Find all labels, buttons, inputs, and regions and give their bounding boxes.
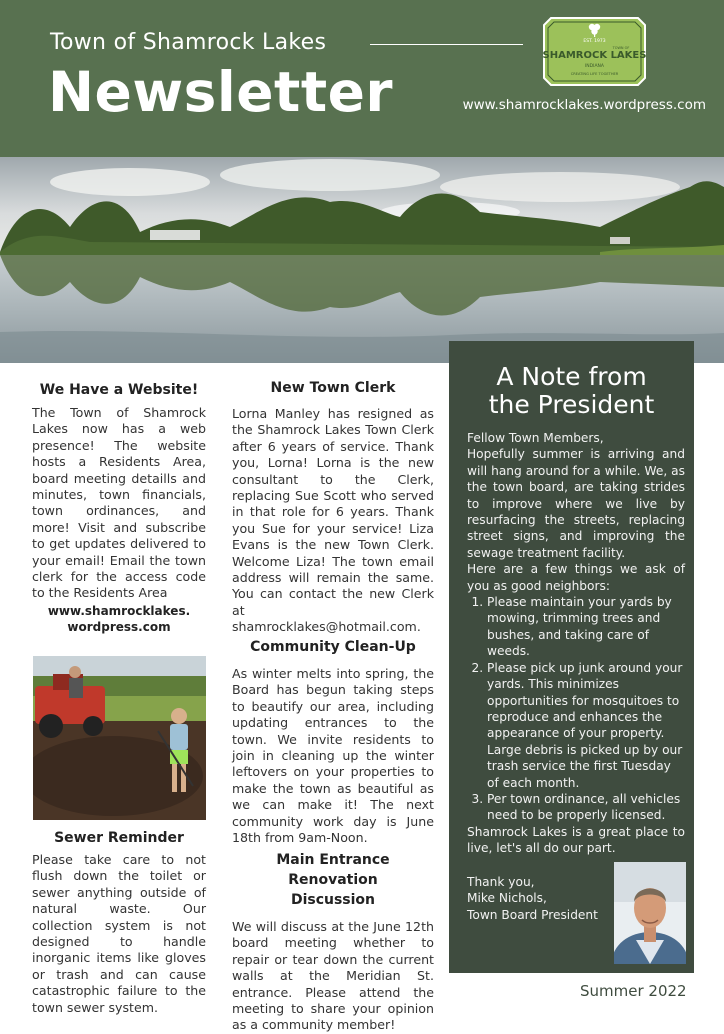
list-item: 2. Please pick up junk around your yards. This minimizes opportunities for mosquitoes to reproduce and enhances the appearance of your property. Large debris is picked up by our trash service the first Tuesday of each month. [487,660,685,791]
cleanup-heading: Community Clean-Up [250,639,416,655]
sewer-body: Please take care to not flush down the toilet or sewer anything outside of natural waste. Our collection system is not designed to handle inorganic items like gloves or trash and can cause catastrophic failure to the town sewer system. [32,852,206,1015]
entrance-heading [232,850,434,910]
header-divider [370,44,523,45]
logo-town-of: TOWN OF [612,46,630,50]
president-ask: Here are a few things we ask of you as good neighbors: [467,562,685,593]
list-item: 3. Per town ordinance, all vehicles need to be properly licensed. [487,791,685,824]
clerk-body: Lorna Manley has resigned as the Shamrock Lakes Town Clerk after 6 years of service. Thank you, Lorna! Lorna is the new consultant to the Clerk, replacing Sue Scott who served in that role for 6 years. Thank you Sue for your service! Liza Evans is the new Town Clerk. Welcome Liza! The town email address will remain the same. You can contact the new Clerk at shamrocklakes@hotmail.com. [232,406,434,635]
logo-est: EST. 1973 [583,39,606,44]
president-request-list [467,594,685,824]
logo-name: SHAMROCK LAKES [542,50,647,61]
entrance-body: We will discuss at the June 12th board meeting whether to repair or tear down the current walls at the Meridian St. entrance. Please attend the meeting to share your opinion as a community member! [232,919,434,1033]
president-intro: Hopefully summer is arriving and will hang around for a while. We, as the town board, are taking strides to improve where we live by resurfacing the streets, replacing street signs, and improving the sewage treatment facility. [467,447,685,560]
edition-label: Summer 2022 [580,982,687,1000]
clerk-heading: New Town Clerk [270,380,396,396]
president-letter [467,430,685,857]
website-article [32,380,206,635]
cleanup-article [232,637,434,846]
lake-photo [0,157,724,363]
president-note-box [449,341,694,973]
cleanup-photo [33,656,206,820]
signoff: Thank you, [467,875,535,889]
president-closing: Shamrock Lakes is a great place to live, let's all do our part. [467,824,685,856]
president-photo [614,862,686,964]
header-banner [0,0,724,157]
website-body: The Town of Shamrock Lakes now has a web presence! The website hosts a Residents Area, board meeting detaills and minutes, town financials, town ordinances, and more! Visit and subscribe to get updates delivered to your email! Email the town clerk for the access code to the Residents Area [32,405,206,601]
sewer-article [32,828,206,1016]
newsletter-title: Newsletter [48,60,394,124]
logo-state: INDIANA [584,64,605,69]
sewer-heading: Sewer Reminder [54,830,184,846]
president-heading [449,363,694,419]
president-heading-line1: A Note from [496,362,647,391]
website-link-line2: wordpress.com [67,619,171,634]
clerk-article [232,378,434,636]
entrance-heading-line1: Main Entrance Renovation [276,852,390,888]
website-url[interactable]: www.shamrocklakes.wordpress.com [462,97,706,113]
website-heading: We Have a Website! [39,382,199,398]
president-heading-line2: the President [488,390,655,419]
signer-title: Town Board President [467,907,598,922]
list-item: 1. Please maintain your yards by mowing, trimming trees and bushes, and taking care of weeds. [487,594,685,660]
logo-tagline: CREATING LIFE TOGETHER [570,72,619,76]
website-link[interactable] [32,603,206,635]
president-greeting: Fellow Town Members, [467,431,604,445]
entrance-heading-line2: Discussion [290,892,376,908]
town-name: Town of Shamrock Lakes [50,30,327,55]
entrance-article [232,850,434,1034]
cleanup-body: As winter melts into spring, the Board has begun taking steps to beautify our area, including updating entrances to the town. We invite residents to join in cleaning up the winter leftovers on your properties to make the town as beautiful as we can make it! The next community work day is June 18th from 9am-Noon. [232,666,434,846]
president-signature [467,874,617,923]
website-link-line1: www.shamrocklakes. [47,603,191,618]
town-logo [541,15,648,88]
signer-name: Mike Nichols, [467,891,547,906]
